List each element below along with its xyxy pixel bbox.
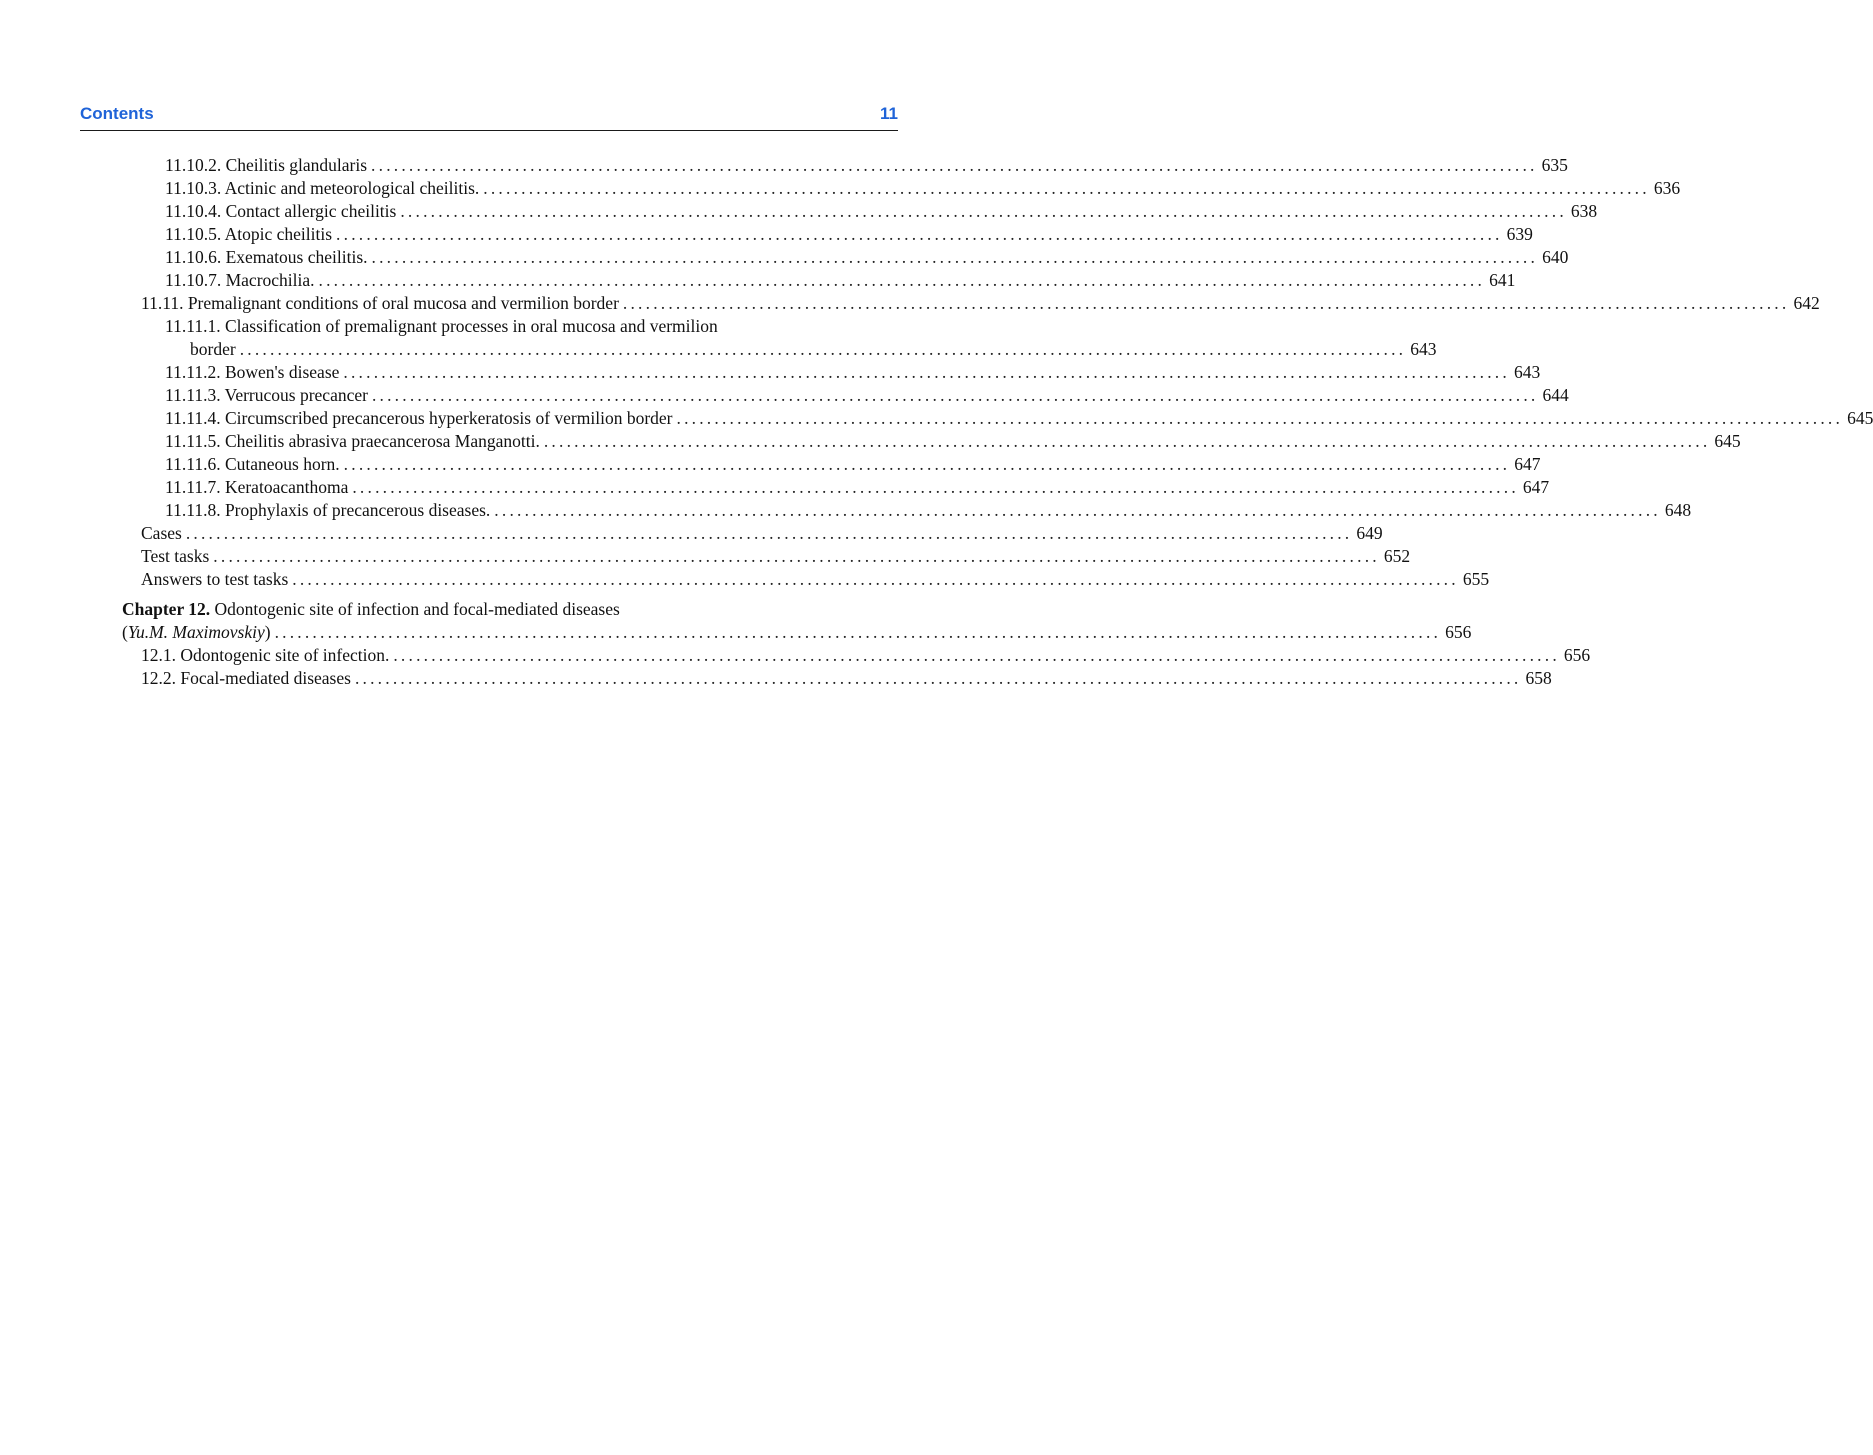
chapter-title: Odontogenic site of infection and focal-mediated diseases — [210, 599, 620, 619]
toc-entry — [141, 545, 1411, 568]
dot-leader: .......................................................................................................................................................... — [371, 385, 1539, 405]
running-head-title: Contents — [80, 104, 154, 123]
toc-entry-label: 11.11.7. Keratoacanthoma — [165, 477, 349, 497]
dot-leader: .......................................................................................................................................................... — [393, 645, 1560, 665]
toc-entry — [190, 338, 1437, 361]
toc-entry-page: 647 — [1514, 454, 1541, 474]
chapter-author: Yu.M. Maximovskiy — [127, 622, 265, 642]
toc-entry-label: 11.11.8. Prophylaxis of precancerous diseases. — [165, 500, 491, 520]
toc-entry-page: 641 — [1489, 270, 1516, 290]
toc-entry-label: 11.11.3. Verrucous precancer — [165, 385, 368, 405]
toc-entry-label: Cases — [141, 523, 182, 543]
toc-entry-label: 12.1. Odontogenic site of infection. — [141, 645, 390, 665]
toc-entry — [165, 223, 1533, 246]
toc-entry-label-line1: 11.11.1. Classification of premalignant processes in oral mucosa and vermilion — [165, 316, 718, 336]
dot-leader: .......................................................................................................................................................... — [354, 668, 1522, 688]
toc-entry-page: 649 — [1356, 523, 1383, 543]
toc-entry-label: 11.11.4. Circumscribed precancerous hyperkeratosis of vermilion border — [165, 408, 673, 428]
toc-entry-label: 12.2. Focal-mediated diseases — [141, 668, 351, 688]
toc-entry — [141, 522, 1383, 545]
toc-entry-label: 11.11.5. Cheilitis abrasiva praecancerosa Manganotti. — [165, 431, 540, 451]
dot-leader: .......................................................................................................................................................... — [676, 408, 1844, 428]
dot-leader: .......................................................................................................................................................... — [371, 247, 1539, 267]
dot-leader: .......................................................................................................................................................... — [352, 477, 1519, 497]
toc-entry-page: 645 — [1714, 431, 1741, 451]
toc-entry — [165, 453, 1541, 476]
toc-entry — [122, 621, 1472, 644]
dot-leader: .......................................................................................................................................................... — [400, 201, 1567, 221]
toc-entry — [165, 154, 1568, 177]
toc-entry-label: 11.10.5. Atopic cheilitis — [165, 224, 333, 244]
toc-entry — [165, 430, 1741, 453]
dot-leader: .......................................................................................................................................................... — [318, 270, 1486, 290]
toc-entry-page: 647 — [1522, 477, 1550, 497]
toc-entry-page: 635 — [1541, 155, 1568, 175]
toc-entry-page: 642 — [1793, 293, 1820, 313]
paren-close: ) — [264, 622, 271, 642]
dot-leader: .......................................................................................................................................................... — [336, 224, 1503, 244]
chapter-label: Chapter 12. — [122, 599, 211, 619]
toc-entry-label: 11.10.7. Macrochilia. — [165, 270, 315, 290]
toc-entry-page: 640 — [1542, 247, 1569, 267]
dot-leader: .......................................................................................................................................................... — [239, 339, 1407, 359]
toc-entry-page: 645 — [1847, 408, 1873, 428]
paren-open: ( — [122, 622, 128, 642]
toc-entry-page: 643 — [1410, 339, 1437, 359]
chapter-heading — [122, 598, 620, 621]
toc-entry — [165, 200, 1598, 223]
page-number: 11 — [880, 104, 898, 123]
dot-leader: .......................................................................................................................................................... — [371, 155, 1538, 175]
toc-entry — [141, 667, 1552, 690]
toc-entry-page: 643 — [1513, 362, 1541, 382]
dot-leader: .......................................................................................................................................................... — [213, 546, 1380, 566]
dot-leader: .......................................................................................................................................................... — [543, 431, 1711, 451]
toc-entry-page: 656 — [1563, 645, 1591, 665]
dot-leader: .......................................................................................................................................................... — [343, 362, 1510, 382]
toc-entry-page: 636 — [1653, 178, 1681, 198]
toc-entry-label: 11.10.4. Contact allergic cheilitis — [165, 201, 397, 221]
toc-entry — [165, 407, 1873, 430]
toc-entry-label: Test tasks — [141, 546, 210, 566]
dot-leader: .......................................................................................................................................................... — [494, 500, 1661, 520]
toc-entry — [165, 246, 1569, 269]
dot-leader: .......................................................................................................................................................... — [343, 454, 1511, 474]
toc-entry-page: 656 — [1445, 622, 1472, 642]
toc-entry-label: 11.10.3. Actinic and meteorological cheilitis. — [165, 178, 480, 198]
dot-leader: .......................................................................................................................................................... — [483, 178, 1650, 198]
toc-entry — [165, 476, 1550, 499]
toc-entry-page: 639 — [1506, 224, 1533, 244]
toc-entry — [141, 292, 1820, 315]
toc-entry-page: 652 — [1383, 546, 1411, 566]
toc-entry — [165, 361, 1541, 384]
toc-entry-page: 648 — [1664, 500, 1692, 520]
dot-leader: .......................................................................................................................................................... — [274, 622, 1442, 642]
toc-entry-label: border — [190, 339, 236, 359]
toc-entry-label: 11.11. Premalignant conditions of oral mucosa and vermilion border — [141, 293, 619, 313]
toc-entry-label: 11.10.2. Cheilitis glandularis — [165, 155, 368, 175]
dot-leader: .......................................................................................................................................................... — [292, 569, 1459, 589]
toc-entry — [165, 269, 1516, 292]
toc-entry — [165, 384, 1569, 407]
toc-entry — [141, 568, 1490, 591]
toc-entry-label: 11.11.6. Cutaneous horn. — [165, 454, 340, 474]
toc-entry — [165, 177, 1681, 200]
toc-entry — [141, 644, 1591, 667]
toc-entry-page: 655 — [1462, 569, 1490, 589]
toc-entry-page: 658 — [1525, 668, 1552, 688]
running-head — [80, 104, 898, 131]
dot-leader: .......................................................................................................................................................... — [185, 523, 1353, 543]
toc-entry-label: 11.10.6. Exematous cheilitis. — [165, 247, 368, 267]
toc-entry-page: 644 — [1542, 385, 1569, 405]
toc-entry-page: 638 — [1570, 201, 1598, 221]
chapter-author-line — [122, 621, 271, 644]
toc-entry — [165, 499, 1692, 522]
toc-entry-label: Answers to test tasks — [141, 569, 289, 589]
toc-entry-label: 11.11.2. Bowen's disease — [165, 362, 340, 382]
dot-leader: .......................................................................................................................................................... — [622, 293, 1790, 313]
